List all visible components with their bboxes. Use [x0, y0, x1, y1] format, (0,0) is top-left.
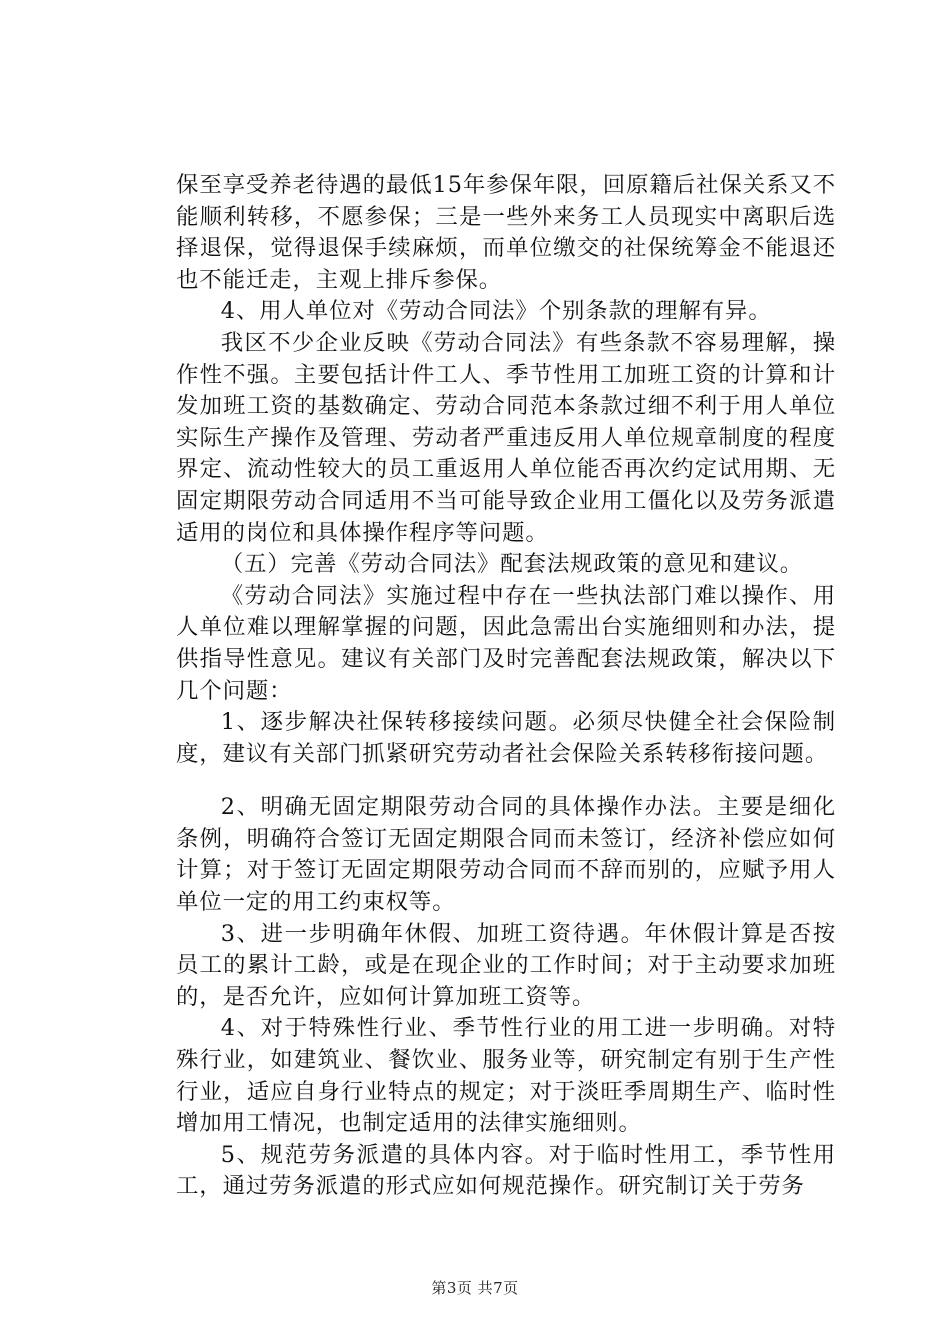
section-heading-5: （五）完善《劳动合同法》配套法规政策的意见和建议。	[220, 551, 804, 578]
suggestion-item-3: 3、进一步明确年休假、加班工资待遇。年休假计算是否按员工的累计工龄，或是在现企业的工作时间；对于主动要求加班的，是否允许，应如何计算加班工资等。	[176, 920, 836, 1010]
suggestion-item-2: 2、明确无固定期限劳动合同的具体操作办法。主要是细化条例，明确符合签订无固定期限合同而未签订，经济补偿应如何计算；对于签订无固定期限劳动合同而不辞而别的，应赋予用人单位一定的用工约束权等。	[176, 794, 836, 916]
suggestion-item-4: 4、对于特殊性行业、季节性行业的用工进一步明确。对特殊行业，如建筑业、餐饮业、服务业等，研究制定有别于生产性行业，适应自身行业特点的规定；对于淡旺季周期生产、临时性增加用工情况，也制定适用的法律实施细则。	[176, 1015, 836, 1137]
suggestion-item-1: 1、逐步解决社保转移接续问题。必须尽快健全社会保险制度，建议有关部门抓紧研究劳动者社会保险关系转移衔接问题。	[176, 709, 836, 767]
document-body	[176, 170, 836, 1203]
paragraph-heading-4: 4、用人单位对《劳动合同法》个别条款的理解有异。	[220, 298, 772, 325]
page-number-footer: 第3页 共7页	[431, 1279, 519, 1297]
paragraph-implementation-issues: 《劳动合同法》实施过程中存在一些执法部门难以操作、用人单位难以理解掌握的问题，因此急需出台实施细则和办法，提供指导性意见。建议有关部门及时完善配套法规政策，解决以下几个问题：	[176, 582, 836, 704]
paragraph-enterprise-feedback: 我区不少企业反映《劳动合同法》有些条款不容易理解，操作性不强。主要包括计件工人、季节性用工加班工资的计算和计发加班工资的基数确定、劳动合同范本条款过细不利于用人单位实际生产操作及管理、劳动者严重违反用人单位规章制度的程度界定、流动性较大的员工重返用人单位能否再次约定试用期、无固定期限劳动合同适用不当可能导致企业用工僵化以及劳务派遣适用的岗位和具体操作程序等问题。	[176, 329, 836, 546]
paragraph-continued: 保至享受养老待遇的最低15年参保年限，回原籍后社保关系又不能顺利转移，不愿参保；三是一些外来务工人员现实中离职后选择退保，觉得退保手续麻烦，而单位缴交的社保统筹金不能退还也不能迁走，主观上排斥参保。	[176, 172, 836, 293]
suggestion-item-5: 5、规范劳务派遣的具体内容。对于临时性用工，季节性用工，通过劳务派遣的形式应如何规范操作。研究制订关于劳务	[176, 1141, 836, 1200]
